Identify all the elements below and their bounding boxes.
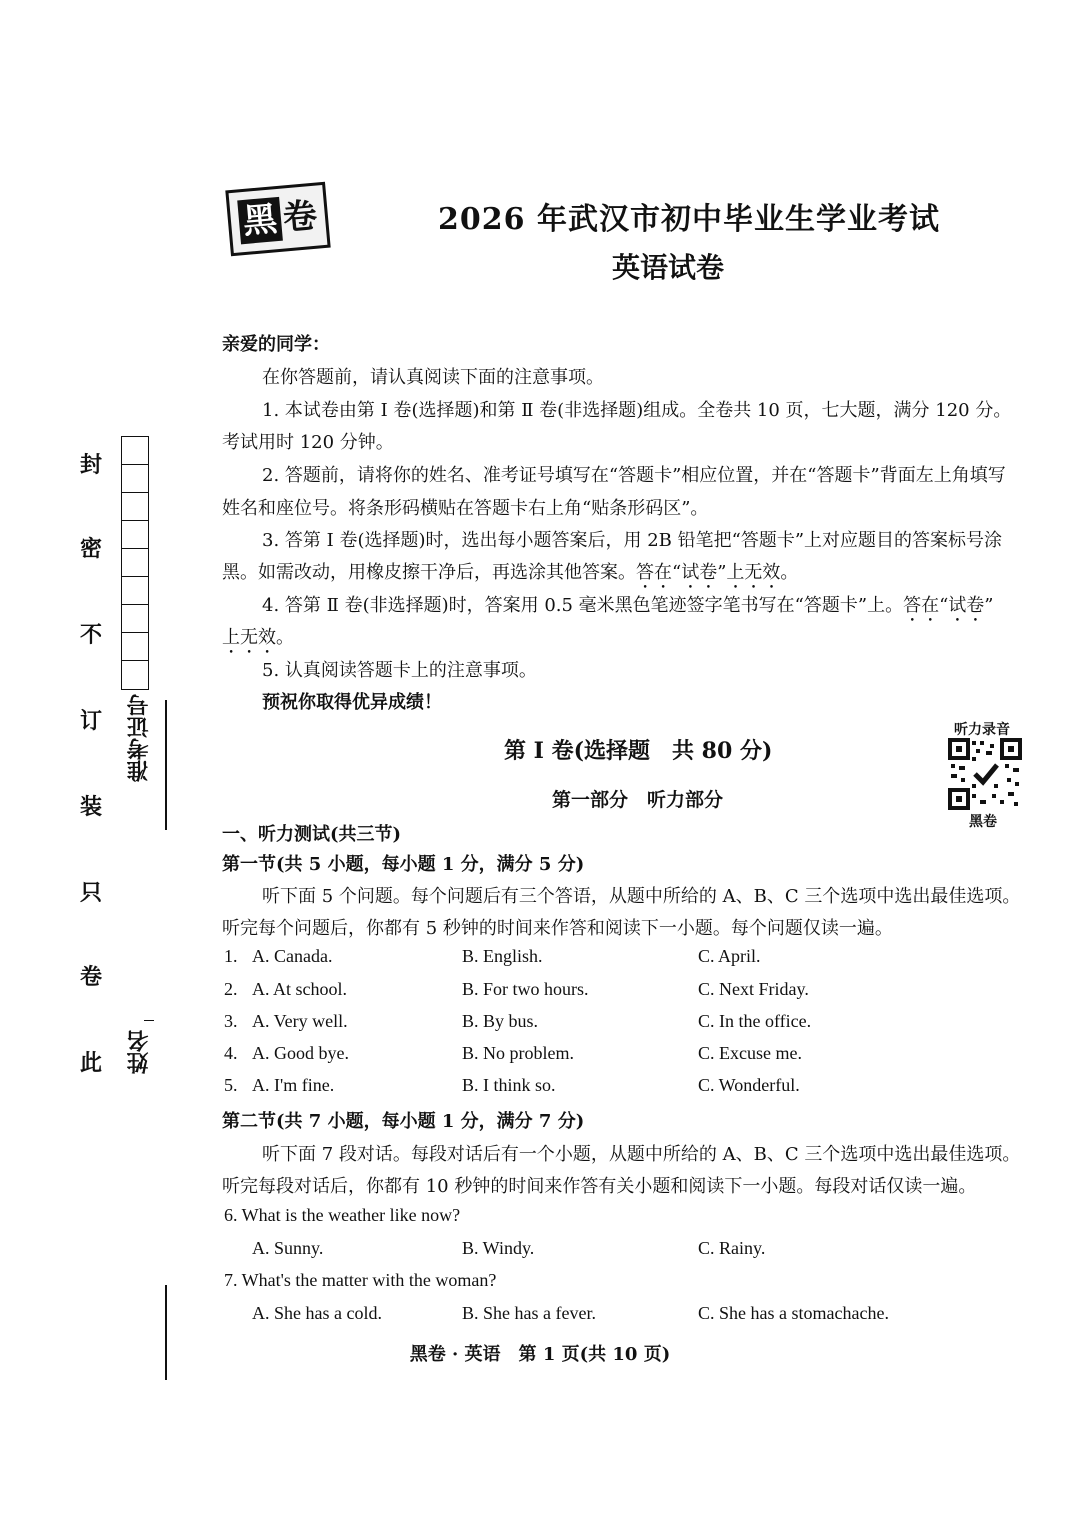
notice-item4-text: 4. 答第 Ⅱ 卷(非选择题)时，答案用 0.5 毫米黑色笔迹签字笔书写在“答题卡”上。 bbox=[262, 595, 904, 616]
q1-option-c: C. April. bbox=[698, 946, 761, 966]
q5-option-b: B. I think so. bbox=[462, 1075, 556, 1095]
q2-option-c: C. Next Friday. bbox=[698, 979, 809, 999]
binding-char-mi: 密 bbox=[79, 537, 102, 562]
q6-option-c: C. Rainy. bbox=[698, 1238, 766, 1258]
section2-heading: 第二节(共 7 小题，每小题 1 分，满分 7 分) bbox=[222, 1111, 585, 1132]
section2-instructions-cont: 听完每段对话后，你都有 10 秒钟的时间来作答有关小题和阅读下一小题。每段对话仅读一遍。 bbox=[222, 1176, 977, 1197]
exam-number-grid[interactable] bbox=[121, 436, 149, 690]
q7-option-b: B. She has a fever. bbox=[462, 1303, 596, 1323]
notice-item2: 2. 答题前，请将你的姓名、准考证号填写在“答题卡”相应位置，并在“答题卡”背面左上角填写 bbox=[262, 465, 1006, 486]
q1-option-a: A. Canada. bbox=[252, 946, 333, 966]
section1-instructions: 听下面 5 个问题。每个问题后有三个答语，从题中所给的 A、B、C 三个选项中选出最佳选项。 bbox=[262, 886, 1021, 907]
q6-option-a: A. Sunny. bbox=[252, 1238, 324, 1258]
notice-item3-cont bbox=[222, 558, 798, 593]
q3-number: 3. bbox=[224, 1011, 238, 1031]
notice-wish: 预祝你取得优异成绩！ bbox=[262, 692, 442, 713]
listening-heading: 一、听力测试(共三节) bbox=[222, 824, 402, 845]
binding-char-zhi: 只 bbox=[79, 881, 102, 906]
notice-item3: 3. 答第 Ⅰ 卷(选择题)时，选出每小题答案后，用 2B 铅笔把“答题卡”上对应题目的答案标号涂 bbox=[262, 530, 1003, 551]
q5-option-a: A. I'm fine. bbox=[252, 1075, 335, 1095]
q6-option-b: B. Windy. bbox=[462, 1238, 535, 1258]
q5-number: 5. bbox=[224, 1075, 238, 1095]
q2-option-a: A. At school. bbox=[252, 979, 348, 999]
badge-juan: 卷 bbox=[281, 195, 319, 239]
volume1-title: 第 Ⅰ 卷(选择题 共 80 分) bbox=[504, 738, 773, 764]
notice-greeting: 亲爱的同学： bbox=[222, 334, 330, 355]
part1-title: 第一部分 听力部分 bbox=[552, 789, 724, 811]
binding-char-bu: 不 bbox=[79, 623, 102, 648]
binding-char-zhuang: 装 bbox=[79, 795, 102, 820]
subject-title: 英语试卷 bbox=[612, 251, 725, 284]
q4-option-a: A. Good bye. bbox=[252, 1043, 349, 1063]
q6-stem: 6. What is the weather like now? bbox=[224, 1205, 461, 1225]
q5-option-c: C. Wonderful. bbox=[698, 1075, 800, 1095]
qr-top-label: 听力录音 bbox=[954, 722, 1010, 738]
brand-badge bbox=[225, 182, 330, 256]
q2-option-b: B. For two hours. bbox=[462, 979, 589, 999]
q3-option-c: C. In the office. bbox=[698, 1011, 812, 1031]
section2-instructions: 听下面 7 段对话。每段对话后有一个小题，从题中所给的 A、B、C 三个选项中选出最佳选项。 bbox=[262, 1144, 1021, 1165]
binding-char-juan: 卷 bbox=[79, 965, 102, 990]
q1-number: 1. bbox=[224, 946, 238, 966]
notice-item3-emphasis: 答在“试卷”上无效。 bbox=[636, 562, 799, 583]
name-underline bbox=[144, 1020, 154, 1021]
q3-option-b: B. By bus. bbox=[462, 1011, 539, 1031]
section1-heading: 第一节(共 5 小题，每小题 1 分，满分 5 分) bbox=[222, 854, 585, 875]
badge-hei: 黑 bbox=[237, 197, 283, 244]
notice-intro: 在你答题前，请认真阅读下面的注意事项。 bbox=[262, 367, 604, 388]
notice-item4 bbox=[262, 591, 994, 626]
section1-instructions-cont: 听完每个问题后，你都有 5 秒钟的时间来作答和阅读下一小题。每个问题仅读一遍。 bbox=[222, 918, 893, 939]
exam-number-line bbox=[165, 700, 167, 830]
binding-char-ci: 此 bbox=[79, 1051, 102, 1076]
qr-bottom-label: 黑卷 bbox=[969, 814, 997, 830]
binding-char-ding: 订 bbox=[79, 709, 102, 734]
q7-option-a: A. She has a cold. bbox=[252, 1303, 382, 1323]
notice-item4-cont: 上无效。 bbox=[222, 627, 294, 648]
notice-item1-cont: 考试用时 120 分钟。 bbox=[222, 432, 394, 453]
exam-title: 2026 年武汉市初中毕业生学业考试 bbox=[438, 202, 940, 237]
name-label: 姓名 bbox=[127, 1030, 152, 1074]
q7-stem: 7. What's the matter with the woman? bbox=[224, 1270, 497, 1290]
notice-item5: 5. 认真阅读答题卡上的注意事项。 bbox=[262, 660, 537, 681]
notice-item2-cont: 姓名和座位号。将条形码横贴在答题卡右上角“贴条形码区”。 bbox=[222, 498, 709, 519]
q2-number: 2. bbox=[224, 979, 238, 999]
q4-option-c: C. Excuse me. bbox=[698, 1043, 802, 1063]
notice-item3-text: 黑。如需改动，用橡皮擦干净后，再选涂其他答案。 bbox=[222, 562, 636, 583]
q3-option-a: A. Very well. bbox=[252, 1011, 348, 1031]
notice-item4-emphasis: 答在“试卷” bbox=[903, 595, 994, 616]
q4-option-b: B. No problem. bbox=[462, 1043, 574, 1063]
q1-option-b: B. English. bbox=[462, 946, 543, 966]
exam-number-label: 准考证号 bbox=[127, 694, 152, 782]
q7-option-c: C. She has a stomachache. bbox=[698, 1303, 889, 1323]
notice-item1: 1. 本试卷由第 Ⅰ 卷(选择题)和第 Ⅱ 卷(非选择题)组成。全卷共 10 页，七大题，满分 120 分。 bbox=[262, 400, 1012, 421]
qr-code-icon[interactable] bbox=[948, 738, 1022, 810]
q4-number: 4. bbox=[224, 1043, 238, 1063]
page-footer: 黑卷 · 英语 第 1 页(共 10 页) bbox=[409, 1344, 671, 1365]
binding-char-feng: 封 bbox=[79, 453, 102, 478]
